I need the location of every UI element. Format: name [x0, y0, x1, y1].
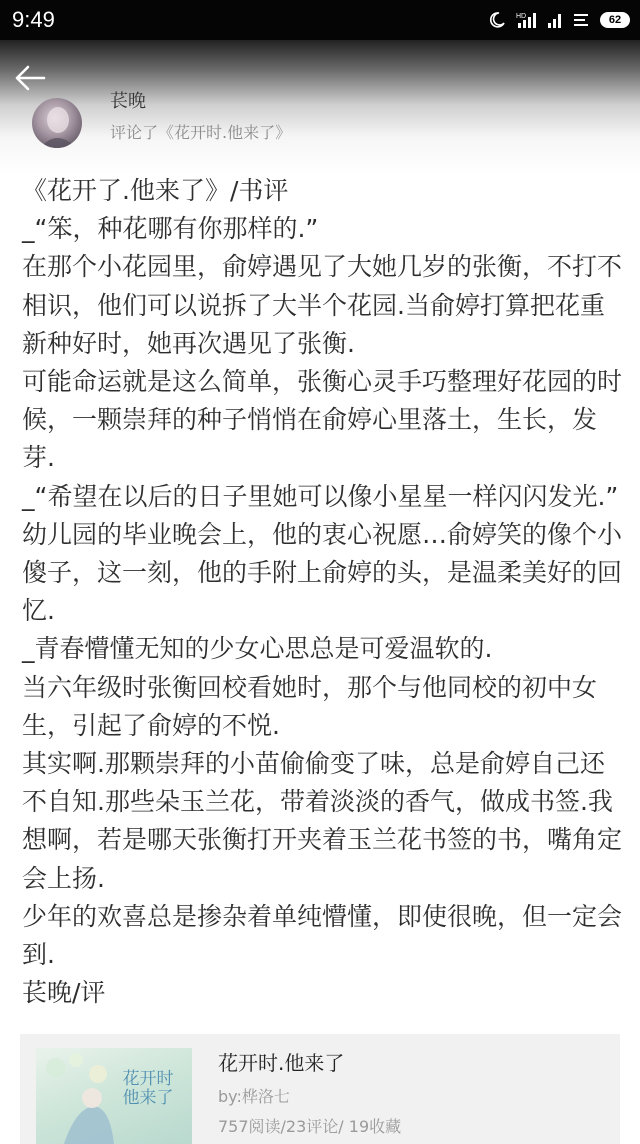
book-card[interactable] — [20, 1034, 620, 1144]
review-paragraph: 可能命运就是这么简单，张衡心灵手巧整理好花园的时候，一颗崇拜的种子悄悄在俞婷心里落土，生长，发芽. — [22, 367, 623, 473]
review-paragraph: 少年的欢喜总是掺杂着单纯懵懂，即使很晚，但一定会到. — [22, 901, 623, 970]
cover-title: 花开时 他来了 — [122, 1069, 174, 1108]
book-stats: 757阅读/23评论/ 19收藏 — [218, 1117, 402, 1136]
review-paragraph: _青春懵懂无知的少女心思总是可爱温软的. — [22, 634, 493, 664]
review-paragraph: 其实啊.那颗崇拜的小苗偷偷变了味，总是俞婷自己还不自知.那些朵玉兰花，带着淡淡的香气，做成书签.我想啊，若是哪天张衡打开夹着玉兰花书签的书，嘴角定会上扬. — [22, 749, 623, 893]
back-button[interactable] — [10, 60, 50, 100]
arrow-left-icon — [14, 64, 46, 96]
moon-icon — [488, 11, 506, 29]
header-background — [0, 40, 640, 175]
review-paragraph: 在那个小花园里，俞婷遇见了大她几岁的张衡，不打不相识，他们可以说拆了大半个花园.当俞婷打算把花重新种好时，她再次遇见了张衡. — [22, 252, 623, 358]
avatar[interactable] — [32, 98, 82, 148]
status-bar — [0, 0, 640, 40]
status-icons — [488, 8, 630, 32]
comment-target[interactable]: 评论了《花开时.他来了》 — [110, 123, 292, 142]
book-cover — [36, 1048, 192, 1144]
book-title[interactable]: 花开时.他来了 — [218, 1051, 345, 1075]
hd-signal-icon — [516, 11, 538, 29]
battery-icon: 62 — [600, 12, 630, 28]
svg-text:HD: HD — [516, 13, 527, 20]
review-paragraph: 当六年级时张衡回校看她时，那个与他同校的初中女生，引起了俞婷的不悦. — [22, 672, 598, 740]
author-name[interactable]: 苌晚 — [110, 91, 146, 112]
book-author: by:桦洛七 — [218, 1087, 290, 1106]
review-paragraph: _“希望在以后的日子里她可以像小星星一样闪闪发光.” — [22, 481, 619, 511]
status-time: 9:49 — [12, 7, 55, 32]
review-signature: 苌晚/评 — [22, 978, 106, 1008]
menu-icon — [572, 11, 590, 29]
review-paragraph: _“笨，种花哪有你那样的.” — [22, 214, 319, 244]
review-paragraph: 幼儿园的毕业晚会上，他的衷心祝愿…俞婷笑的像个小傻子，这一刻，他的手附上俞婷的头，是温柔美好的回忆. — [22, 519, 623, 626]
signal-icon — [548, 11, 562, 29]
review-title: 《花开了.他来了》/书评 — [22, 176, 289, 205]
review-body — [22, 172, 622, 1012]
